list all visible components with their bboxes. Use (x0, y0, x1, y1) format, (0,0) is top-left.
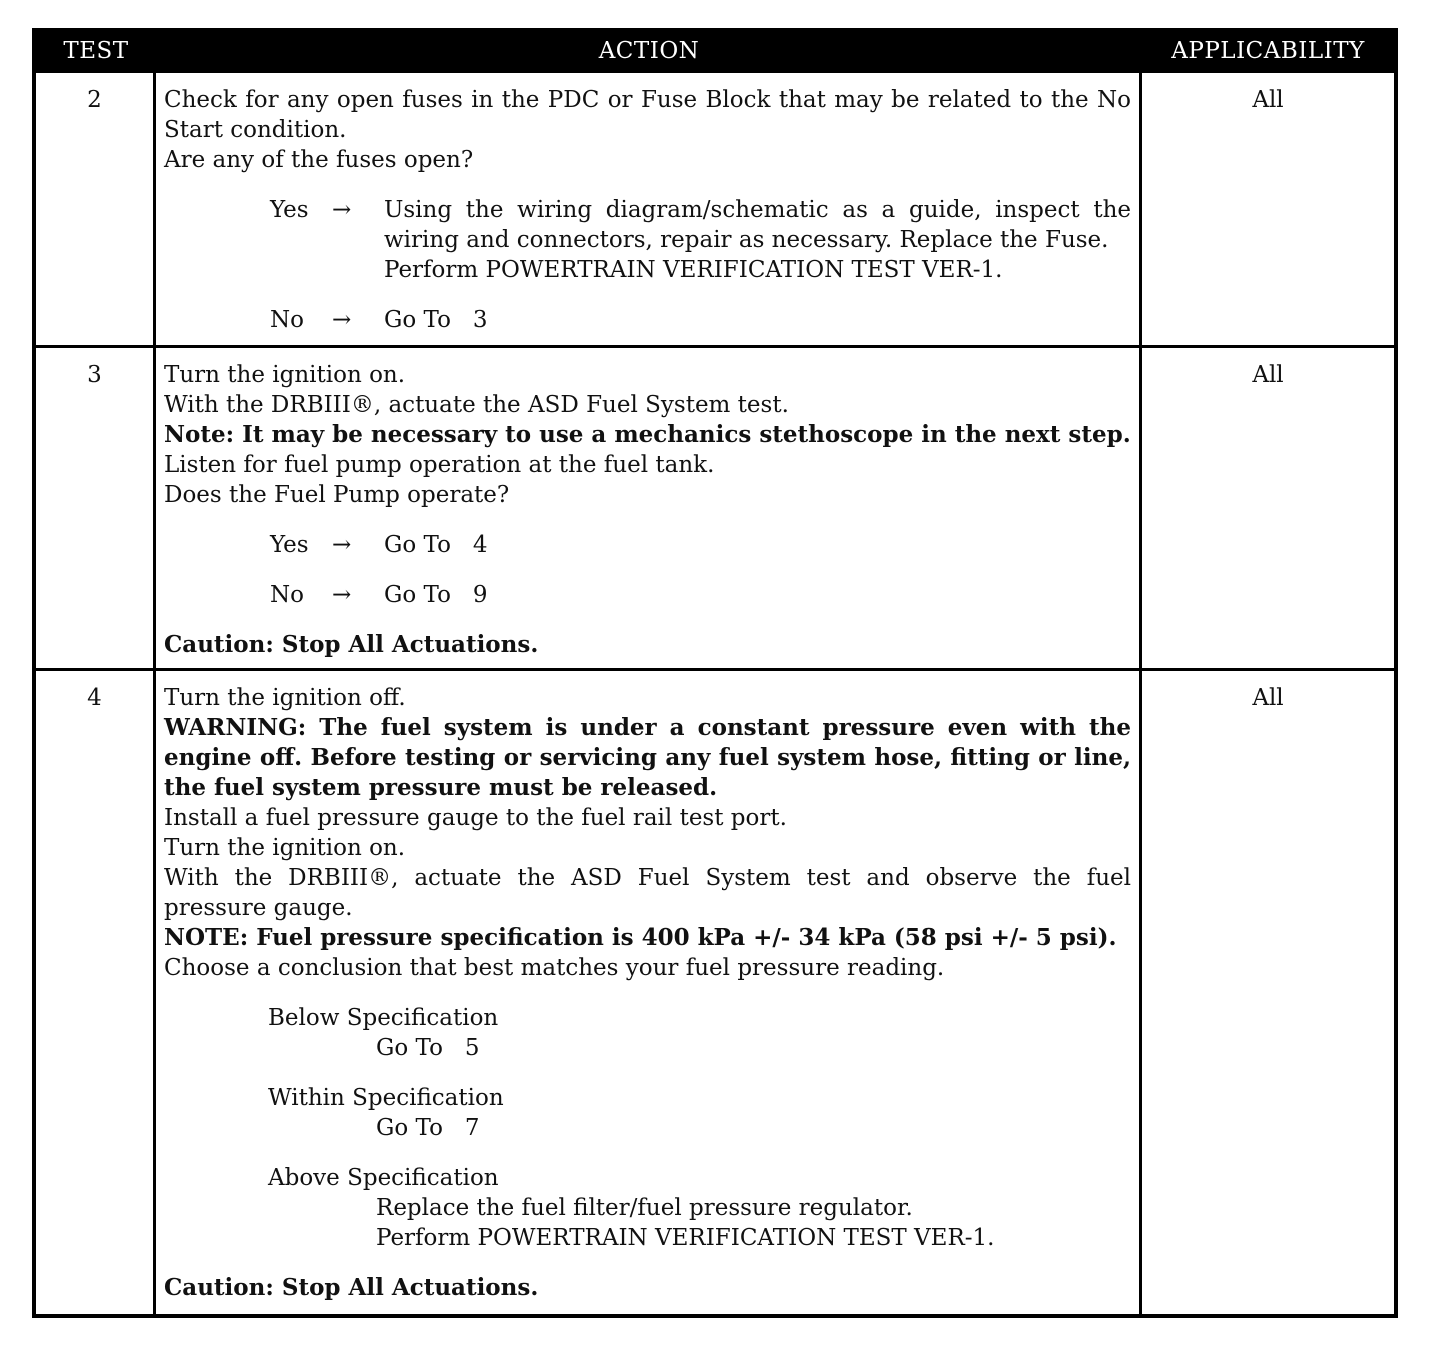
no-option (270, 580, 1131, 610)
table-row (36, 70, 1394, 345)
action-cell (156, 671, 1142, 1314)
action-line: Turn the ignition on. (164, 835, 406, 861)
arrow-right-icon: → (332, 582, 352, 608)
no-label: No (270, 582, 304, 608)
note-text: Note: It may be necessary to use a mechanics stethoscope in the next step. (164, 421, 1131, 448)
caution-text: Caution: Stop All Actuations. (164, 631, 539, 658)
arrow-right-icon: → (332, 532, 352, 558)
diagnostic-table (32, 28, 1398, 1318)
action-line: Turn the ignition on. (164, 362, 406, 388)
conclusion-action: Go To 5 (376, 1035, 480, 1061)
header-test: TEST (63, 38, 129, 64)
action-line: Listen for fuel pump operation at the fuel tank. (164, 452, 715, 478)
applicability-value: All (1252, 87, 1284, 113)
test-number: 3 (36, 348, 156, 668)
action-line: Turn the ignition off. (164, 685, 406, 711)
action-line: With the DRBIII®, actuate the ASD Fuel System test. (164, 392, 789, 418)
yes-text: Go To 4 (384, 532, 488, 558)
no-text: Go To 9 (384, 582, 488, 608)
header-action: ACTION (598, 38, 700, 64)
yes-text: Using the wiring diagram/schematic as a guide, inspect the wiring and connectors, repair as necessary. Replace the Fuse. (384, 197, 1131, 253)
action-question: Are any of the fuses open? (164, 147, 474, 173)
action-cell (156, 73, 1142, 345)
caution-text: Caution: Stop All Actuations. (164, 1274, 539, 1301)
no-text: Go To 3 (384, 307, 488, 333)
yes-text-verification: Perform POWERTRAIN VERIFICATION TEST VER-1. (384, 257, 1003, 283)
action-cell (156, 348, 1142, 668)
conclusion-within (268, 1083, 1131, 1143)
conclusion-label: Within Specification (268, 1085, 504, 1111)
action-line: With the DRBIII®, actuate the ASD Fuel System test and observe the fuel pressure gauge. (164, 865, 1131, 921)
conclusion-label: Below Specification (268, 1005, 499, 1031)
yes-option (270, 530, 1131, 560)
table-header (36, 32, 1394, 70)
conclusion-action: Perform POWERTRAIN VERIFICATION TEST VER-1. (376, 1225, 995, 1251)
no-option (270, 305, 1131, 335)
yes-option (270, 195, 1131, 285)
action-question: Does the Fuel Pump operate? (164, 482, 510, 508)
header-applicability: APPLICABILITY (1171, 38, 1365, 64)
conclusion-label: Above Specification (268, 1165, 499, 1191)
table-row (36, 668, 1394, 1314)
table-row (36, 345, 1394, 668)
arrow-right-icon: → (332, 307, 352, 333)
applicability-value: All (1252, 362, 1284, 388)
yes-label: Yes (270, 532, 309, 558)
warning-text: WARNING: The fuel system is under a constant pressure even with the engine off. Before testing or servicing any fuel system hose, fitting or line, the fuel system pressure must be released. (164, 714, 1131, 801)
note-text: NOTE: Fuel pressure specification is 400 kPa +/- 34 kPa (58 psi +/- 5 psi). (164, 924, 1117, 951)
conclusion-action: Go To 7 (376, 1115, 480, 1141)
conclusion-action: Replace the fuel filter/fuel pressure regulator. (376, 1195, 913, 1221)
action-line: Install a fuel pressure gauge to the fuel rail test port. (164, 805, 787, 831)
applicability-value: All (1252, 685, 1284, 711)
action-line: Check for any open fuses in the PDC or Fuse Block that may be related to the No Start condition. (164, 87, 1131, 143)
test-number: 4 (36, 671, 156, 1314)
conclusion-above (268, 1163, 1131, 1253)
conclusion-below (268, 1003, 1131, 1063)
yes-label: Yes (270, 197, 309, 223)
test-number: 2 (36, 73, 156, 345)
no-label: No (270, 307, 304, 333)
arrow-right-icon: → (332, 197, 352, 223)
action-line: Choose a conclusion that best matches your fuel pressure reading. (164, 955, 945, 981)
